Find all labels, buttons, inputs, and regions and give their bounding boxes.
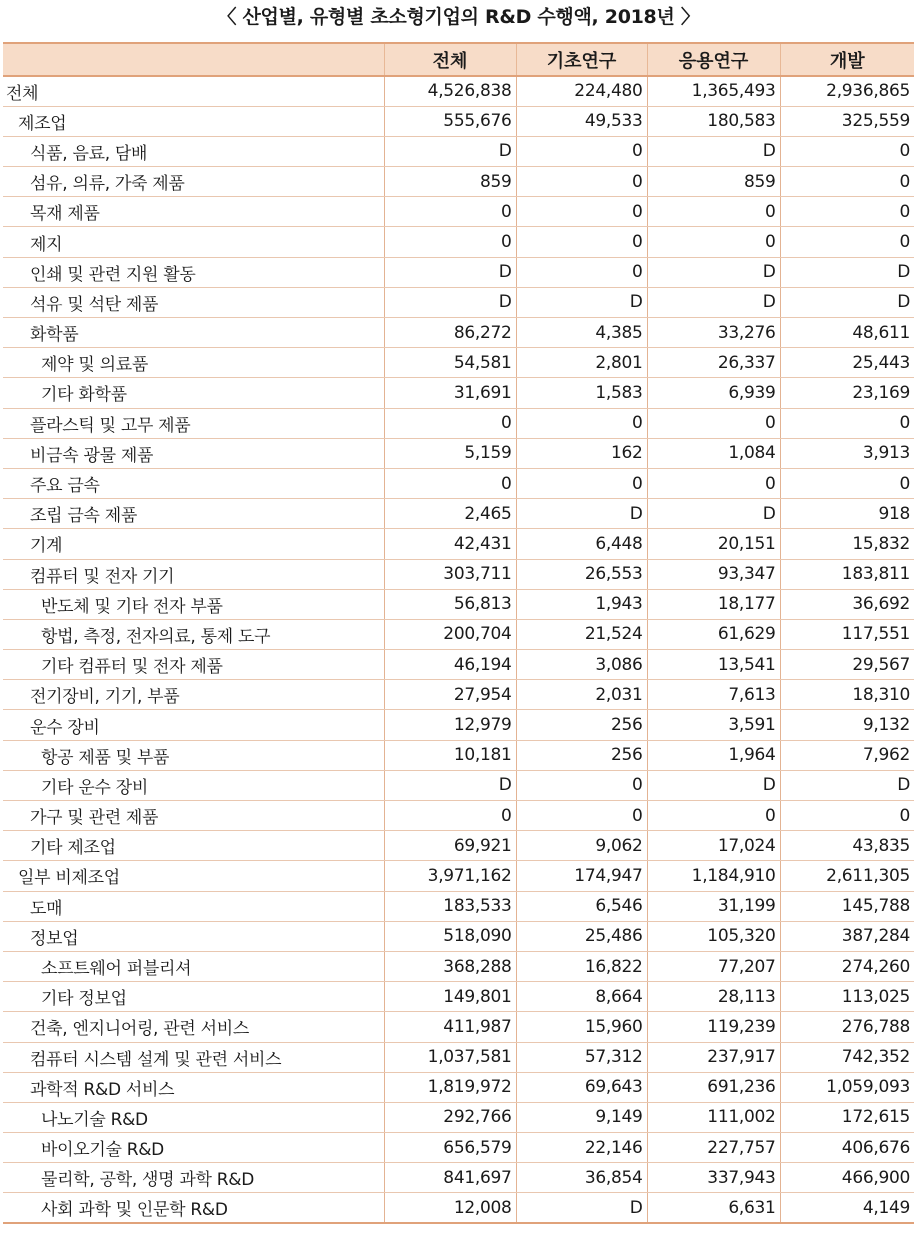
- total-cell: 4,526,838: [384, 76, 516, 106]
- basic-research-cell: 0: [516, 227, 647, 257]
- development-cell: 466,900: [780, 1163, 914, 1193]
- total-cell: 10,181: [384, 740, 516, 770]
- basic-research-cell: 49,533: [516, 106, 647, 136]
- applied-research-cell: 180,583: [647, 106, 780, 136]
- development-cell: 274,260: [780, 951, 914, 981]
- basic-research-cell: 6,546: [516, 891, 647, 921]
- applied-research-cell: 105,320: [647, 921, 780, 951]
- table-row: [3, 1072, 914, 1102]
- development-cell: 183,811: [780, 559, 914, 589]
- industry-name-cell: 과학적 R&D 서비스: [3, 1072, 384, 1102]
- development-cell: 25,443: [780, 348, 914, 378]
- table-row: [3, 167, 914, 197]
- total-cell: D: [384, 257, 516, 287]
- development-cell: 2,936,865: [780, 76, 914, 106]
- development-cell: 325,559: [780, 106, 914, 136]
- total-cell: D: [384, 287, 516, 317]
- industry-name-cell: 화학품: [3, 318, 384, 348]
- industry-name-cell: 기계: [3, 529, 384, 559]
- industry-name-cell: 기타 컴퓨터 및 전자 제품: [3, 650, 384, 680]
- development-cell: 48,611: [780, 318, 914, 348]
- development-cell: 117,551: [780, 619, 914, 649]
- development-cell: 7,962: [780, 740, 914, 770]
- basic-research-cell: 6,448: [516, 529, 647, 559]
- applied-research-cell: 93,347: [647, 559, 780, 589]
- table-row: [3, 408, 914, 438]
- table-row: [3, 619, 914, 649]
- total-cell: 292,766: [384, 1102, 516, 1132]
- basic-research-cell: 36,854: [516, 1163, 647, 1193]
- development-cell: 742,352: [780, 1042, 914, 1072]
- applied-research-cell: 31,199: [647, 891, 780, 921]
- basic-research-cell: 2,031: [516, 680, 647, 710]
- basic-research-cell: 22,146: [516, 1133, 647, 1163]
- table-row: [3, 529, 914, 559]
- basic-research-cell: 0: [516, 801, 647, 831]
- table-row: [3, 197, 914, 227]
- total-cell: 69,921: [384, 831, 516, 861]
- table-row: [3, 770, 914, 800]
- total-cell: 12,008: [384, 1193, 516, 1223]
- development-cell: D: [780, 287, 914, 317]
- total-cell: 656,579: [384, 1133, 516, 1163]
- table-row: [3, 982, 914, 1012]
- applied-research-cell: 0: [647, 801, 780, 831]
- table-row: [3, 378, 914, 408]
- table-row: [3, 710, 914, 740]
- applied-research-cell: 0: [647, 408, 780, 438]
- basic-research-cell: 8,664: [516, 982, 647, 1012]
- basic-research-cell: 162: [516, 438, 647, 468]
- industry-name-cell: 소프트웨어 퍼블리셔: [3, 951, 384, 981]
- basic-research-cell: 26,553: [516, 559, 647, 589]
- applied-research-cell: 28,113: [647, 982, 780, 1012]
- basic-research-cell: 9,062: [516, 831, 647, 861]
- industry-name-cell: 제조업: [3, 106, 384, 136]
- industry-name-cell: 섬유, 의류, 가죽 제품: [3, 167, 384, 197]
- basic-research-cell: 0: [516, 167, 647, 197]
- industry-name-cell: 반도체 및 기타 전자 부품: [3, 589, 384, 619]
- applied-research-cell: 111,002: [647, 1102, 780, 1132]
- basic-research-cell: D: [516, 287, 647, 317]
- development-cell: 0: [780, 136, 914, 166]
- applied-research-cell: 1,184,910: [647, 861, 780, 891]
- development-cell: 918: [780, 499, 914, 529]
- applied-research-cell: D: [647, 136, 780, 166]
- basic-research-cell: 21,524: [516, 619, 647, 649]
- total-cell: 200,704: [384, 619, 516, 649]
- development-cell: 145,788: [780, 891, 914, 921]
- table-row: [3, 831, 914, 861]
- table-row: [3, 1193, 914, 1223]
- development-cell: 0: [780, 167, 914, 197]
- applied-research-cell: 237,917: [647, 1042, 780, 1072]
- total-cell: 86,272: [384, 318, 516, 348]
- development-cell: D: [780, 770, 914, 800]
- total-cell: 31,691: [384, 378, 516, 408]
- table-row: [3, 287, 914, 317]
- table-row: [3, 468, 914, 498]
- basic-research-cell: 256: [516, 740, 647, 770]
- header-development: 개발: [780, 43, 914, 76]
- total-cell: 518,090: [384, 921, 516, 951]
- development-cell: 3,913: [780, 438, 914, 468]
- industry-name-cell: 석유 및 석탄 제품: [3, 287, 384, 317]
- table-row: [3, 680, 914, 710]
- development-cell: 2,611,305: [780, 861, 914, 891]
- industry-name-cell: 전기장비, 기기, 부품: [3, 680, 384, 710]
- total-cell: 841,697: [384, 1163, 516, 1193]
- basic-research-cell: 224,480: [516, 76, 647, 106]
- industry-name-cell: 식품, 음료, 담배: [3, 136, 384, 166]
- table-row: [3, 1012, 914, 1042]
- development-cell: 172,615: [780, 1102, 914, 1132]
- table-row: [3, 499, 914, 529]
- rnd-table: [3, 42, 914, 1224]
- applied-research-cell: D: [647, 257, 780, 287]
- industry-name-cell: 컴퓨터 및 전자 기기: [3, 559, 384, 589]
- applied-research-cell: 0: [647, 227, 780, 257]
- basic-research-cell: D: [516, 1193, 647, 1223]
- industry-name-cell: 조립 금속 제품: [3, 499, 384, 529]
- table-row: [3, 348, 914, 378]
- applied-research-cell: D: [647, 499, 780, 529]
- development-cell: 36,692: [780, 589, 914, 619]
- development-cell: 0: [780, 197, 914, 227]
- applied-research-cell: D: [647, 770, 780, 800]
- development-cell: 15,832: [780, 529, 914, 559]
- applied-research-cell: 0: [647, 197, 780, 227]
- development-cell: 0: [780, 408, 914, 438]
- industry-name-cell: 사회 과학 및 인문학 R&D: [3, 1193, 384, 1223]
- total-cell: 42,431: [384, 529, 516, 559]
- table-row: [3, 227, 914, 257]
- total-cell: 411,987: [384, 1012, 516, 1042]
- applied-research-cell: 13,541: [647, 650, 780, 680]
- industry-name-cell: 도매: [3, 891, 384, 921]
- table-row: [3, 650, 914, 680]
- basic-research-cell: 256: [516, 710, 647, 740]
- table-row: [3, 861, 914, 891]
- development-cell: 43,835: [780, 831, 914, 861]
- applied-research-cell: 77,207: [647, 951, 780, 981]
- table-row: [3, 951, 914, 981]
- total-cell: 12,979: [384, 710, 516, 740]
- total-cell: 46,194: [384, 650, 516, 680]
- applied-research-cell: 6,631: [647, 1193, 780, 1223]
- basic-research-cell: 25,486: [516, 921, 647, 951]
- basic-research-cell: 9,149: [516, 1102, 647, 1132]
- basic-research-cell: 0: [516, 468, 647, 498]
- industry-name-cell: 항법, 측정, 전자의료, 통제 도구: [3, 619, 384, 649]
- development-cell: 387,284: [780, 921, 914, 951]
- development-cell: 0: [780, 468, 914, 498]
- total-cell: 54,581: [384, 348, 516, 378]
- applied-research-cell: 3,591: [647, 710, 780, 740]
- total-cell: 1,819,972: [384, 1072, 516, 1102]
- basic-research-cell: 0: [516, 408, 647, 438]
- applied-research-cell: D: [647, 287, 780, 317]
- total-cell: D: [384, 136, 516, 166]
- header-blank: [3, 43, 384, 76]
- development-cell: 0: [780, 801, 914, 831]
- total-cell: 0: [384, 408, 516, 438]
- total-cell: 0: [384, 197, 516, 227]
- development-cell: 29,567: [780, 650, 914, 680]
- basic-research-cell: 0: [516, 197, 647, 227]
- industry-name-cell: 기타 제조업: [3, 831, 384, 861]
- total-cell: D: [384, 770, 516, 800]
- development-cell: 23,169: [780, 378, 914, 408]
- industry-name-cell: 나노기술 R&D: [3, 1102, 384, 1132]
- industry-name-cell: 정보업: [3, 921, 384, 951]
- total-cell: 183,533: [384, 891, 516, 921]
- basic-research-cell: 1,583: [516, 378, 647, 408]
- applied-research-cell: 1,084: [647, 438, 780, 468]
- applied-research-cell: 61,629: [647, 619, 780, 649]
- header-basic-research: 기초연구: [516, 43, 647, 76]
- basic-research-cell: 57,312: [516, 1042, 647, 1072]
- table-row: [3, 257, 914, 287]
- basic-research-cell: 174,947: [516, 861, 647, 891]
- basic-research-cell: 15,960: [516, 1012, 647, 1042]
- industry-name-cell: 목재 제품: [3, 197, 384, 227]
- basic-research-cell: 16,822: [516, 951, 647, 981]
- table-row: [3, 1102, 914, 1132]
- development-cell: 276,788: [780, 1012, 914, 1042]
- basic-research-cell: 69,643: [516, 1072, 647, 1102]
- industry-name-cell: 비금속 광물 제품: [3, 438, 384, 468]
- table-row: [3, 438, 914, 468]
- development-cell: 113,025: [780, 982, 914, 1012]
- basic-research-cell: 0: [516, 770, 647, 800]
- industry-name-cell: 기타 화학품: [3, 378, 384, 408]
- applied-research-cell: 6,939: [647, 378, 780, 408]
- industry-name-cell: 컴퓨터 시스템 설계 및 관련 서비스: [3, 1042, 384, 1072]
- total-cell: 149,801: [384, 982, 516, 1012]
- industry-name-cell: 항공 제품 및 부품: [3, 740, 384, 770]
- applied-research-cell: 337,943: [647, 1163, 780, 1193]
- basic-research-cell: 2,801: [516, 348, 647, 378]
- development-cell: 406,676: [780, 1133, 914, 1163]
- table-title: 〈 산업별, 유형별 초소형기업의 R&D 수행액, 2018년 〉: [217, 6, 700, 28]
- basic-research-cell: 1,943: [516, 589, 647, 619]
- industry-name-cell: 건축, 엔지니어링, 관련 서비스: [3, 1012, 384, 1042]
- table-row: [3, 921, 914, 951]
- total-cell: 3,971,162: [384, 861, 516, 891]
- header-applied-research: 응용연구: [647, 43, 780, 76]
- table-row: [3, 801, 914, 831]
- industry-name-cell: 기타 정보업: [3, 982, 384, 1012]
- industry-name-cell: 가구 및 관련 제품: [3, 801, 384, 831]
- total-cell: 0: [384, 801, 516, 831]
- table-row: [3, 136, 914, 166]
- development-cell: 1,059,093: [780, 1072, 914, 1102]
- industry-name-cell: 바이오기술 R&D: [3, 1133, 384, 1163]
- table-row: [3, 1133, 914, 1163]
- industry-name-cell: 플라스틱 및 고무 제품: [3, 408, 384, 438]
- applied-research-cell: 20,151: [647, 529, 780, 559]
- table-row: [3, 1163, 914, 1193]
- table-row: [3, 318, 914, 348]
- industry-name-cell: 제약 및 의료품: [3, 348, 384, 378]
- basic-research-cell: 0: [516, 136, 647, 166]
- total-cell: 0: [384, 227, 516, 257]
- header-row: [3, 43, 914, 76]
- industry-name-cell: 기타 운수 장비: [3, 770, 384, 800]
- table-row: [3, 559, 914, 589]
- industry-name-cell: 제지: [3, 227, 384, 257]
- total-cell: 859: [384, 167, 516, 197]
- table-row: [3, 106, 914, 136]
- development-cell: 0: [780, 227, 914, 257]
- total-cell: 1,037,581: [384, 1042, 516, 1072]
- total-cell: 0: [384, 468, 516, 498]
- applied-research-cell: 119,239: [647, 1012, 780, 1042]
- total-cell: 27,954: [384, 680, 516, 710]
- total-cell: 56,813: [384, 589, 516, 619]
- table-row: [3, 1042, 914, 1072]
- table-row: [3, 740, 914, 770]
- total-cell: 303,711: [384, 559, 516, 589]
- total-cell: 5,159: [384, 438, 516, 468]
- applied-research-cell: 7,613: [647, 680, 780, 710]
- industry-name-cell: 물리학, 공학, 생명 과학 R&D: [3, 1163, 384, 1193]
- table-row: [3, 589, 914, 619]
- basic-research-cell: 3,086: [516, 650, 647, 680]
- table-body: [3, 76, 914, 1223]
- development-cell: 4,149: [780, 1193, 914, 1223]
- total-cell: 2,465: [384, 499, 516, 529]
- applied-research-cell: 1,365,493: [647, 76, 780, 106]
- applied-research-cell: 1,964: [647, 740, 780, 770]
- industry-name-cell: 일부 비제조업: [3, 861, 384, 891]
- table-row: [3, 76, 914, 106]
- applied-research-cell: 227,757: [647, 1133, 780, 1163]
- industry-name-cell: 인쇄 및 관련 지원 활동: [3, 257, 384, 287]
- applied-research-cell: 859: [647, 167, 780, 197]
- basic-research-cell: 4,385: [516, 318, 647, 348]
- industry-name-cell: 전체: [3, 76, 384, 106]
- industry-name-cell: 운수 장비: [3, 710, 384, 740]
- applied-research-cell: 17,024: [647, 831, 780, 861]
- applied-research-cell: 18,177: [647, 589, 780, 619]
- table-row: [3, 891, 914, 921]
- industry-name-cell: 주요 금속: [3, 468, 384, 498]
- basic-research-cell: D: [516, 499, 647, 529]
- total-cell: 555,676: [384, 106, 516, 136]
- development-cell: 18,310: [780, 680, 914, 710]
- applied-research-cell: 691,236: [647, 1072, 780, 1102]
- applied-research-cell: 0: [647, 468, 780, 498]
- basic-research-cell: 0: [516, 257, 647, 287]
- development-cell: D: [780, 257, 914, 287]
- total-cell: 368,288: [384, 951, 516, 981]
- header-total: 전체: [384, 43, 516, 76]
- applied-research-cell: 33,276: [647, 318, 780, 348]
- applied-research-cell: 26,337: [647, 348, 780, 378]
- development-cell: 9,132: [780, 710, 914, 740]
